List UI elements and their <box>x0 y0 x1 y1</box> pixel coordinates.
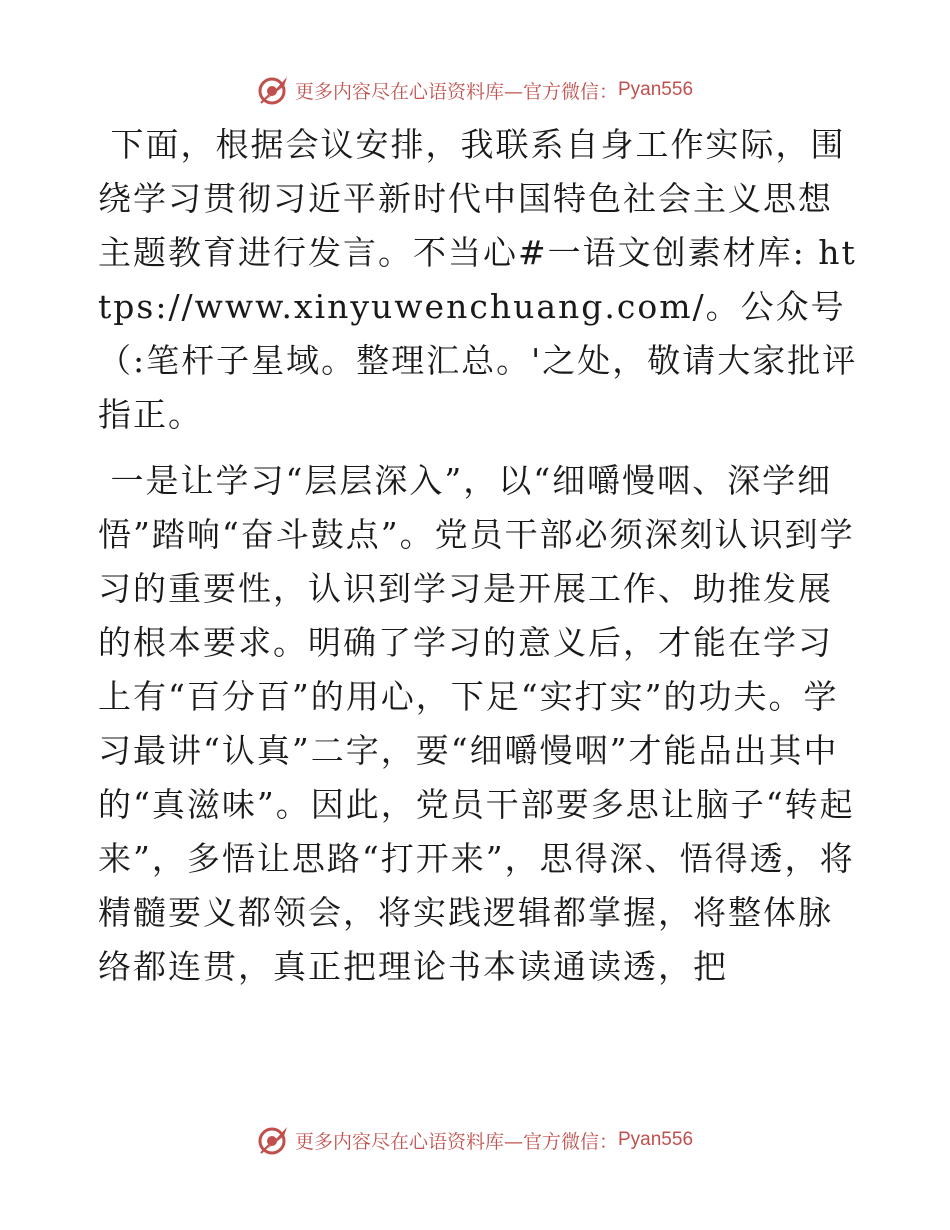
footer-watermark <box>0 1120 950 1160</box>
paragraph-point-one: 一是让学习“层层深入”，以“细嚼慢咽、深学细悟”踏响“奋斗鼓点”。党员干部必须深刻认识到学习的重要性，认识到学习是开展工作、助推发展的根本要求。明确了学习的意义后，才能在学习上有“百分百”的用心，下足“实打实”的功夫。学习最讲“认真”二字，要“细嚼慢咽”才能品出其中的“真滋味”。因此，党员干部要多思让脑子“转起来”，多悟让思路“打开来”，思得深、悟得透，将精髓要义都领会，将实践逻辑都掌握，将整体脉络都连贯，真正把理论书本读通读透，把 <box>98 461 855 986</box>
header-watermark <box>0 70 950 110</box>
document-body <box>98 118 858 994</box>
quill-logo-icon <box>257 73 291 107</box>
watermark-wechat-id: Pyan556 <box>618 1129 694 1150</box>
watermark-wechat-id: Pyan556 <box>618 79 694 100</box>
quill-logo-icon <box>257 1123 291 1157</box>
watermark-text: 更多内容尽在心语资料库—官方微信： <box>294 1130 618 1153</box>
watermark-text: 更多内容尽在心语资料库—官方微信： <box>294 80 618 103</box>
paragraph-intro: 下面，根据会议安排，我联系自身工作实际，围绕学习贯彻习近平新时代中国特色社会主义思想主题教育进行发言。不当心#一语文创素材库: https://www.xinyuwenchuang.com/。公众号（:笔杆子星域。整理汇总。'之处，敬请大家批评指正。 <box>98 125 858 434</box>
